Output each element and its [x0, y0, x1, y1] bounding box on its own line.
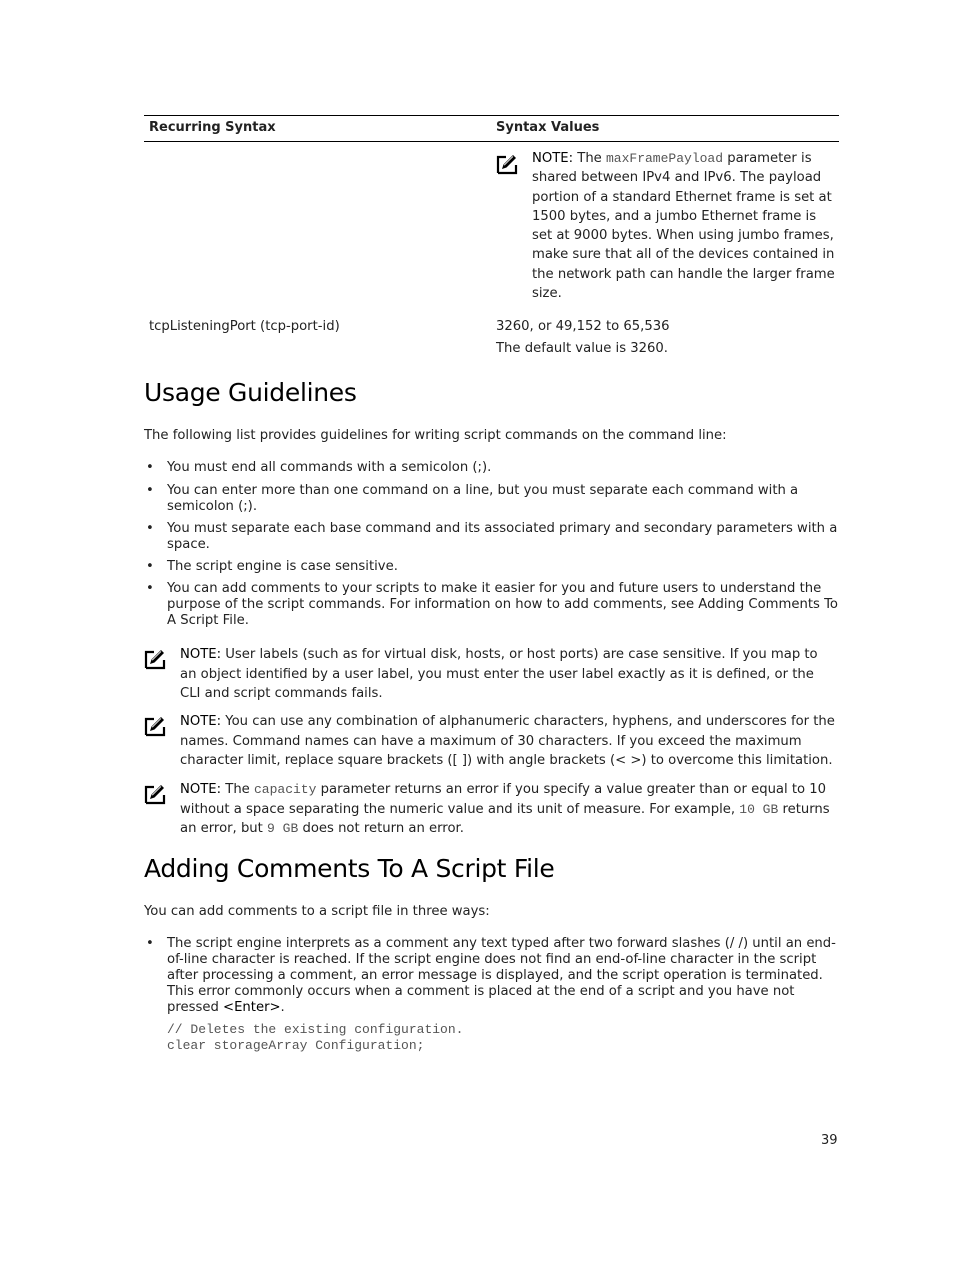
header-syntax-values: Syntax Values	[496, 120, 600, 135]
code-line-comment: // Deletes the existing configuration.	[167, 1022, 464, 1037]
frame-payload-note: NOTE: The maxFramePayload parameter is shared between IPv4 and IPv6. The payload portion of a standard Ethernet frame is set at 1500 bytes, and a jumbo Ethernet frame is set at 9000 bytes. When using jumbo frames, make sure that all of the devices contained in the network path can handle the larger frame size.	[532, 151, 835, 302]
code-line-command: clear storageArray Configuration;	[167, 1038, 425, 1053]
syntax-tcplisteningport: tcpListeningPort (tcp-port-id)	[149, 319, 340, 334]
value-port-range: 3260, or 49,152 to 65,536	[496, 319, 670, 334]
note-pencil-icon	[144, 783, 166, 805]
code-10gb: 10 GB	[739, 801, 779, 817]
note-user-labels: NOTE: User labels (such as for virtual disk, hosts, or host ports) are case sensitive. If you map to an object identified by a user label, you must enter the user label exactly as it is defined, or the CLI and script commands fails.	[180, 647, 818, 701]
heading-usage-guidelines: Usage Guidelines	[144, 378, 357, 407]
list-item: • The script engine interprets as a comment any text typed after two forward slashes (/ /) until an end-of-line character is reached. If the script engine does not find an end-of-line character in the script after processing a comment, an error message is displayed, and the script operation is terminated. This error commonly occurs when a comment is placed at the end of a script and you have not pressed <Enter>.	[144, 936, 839, 1016]
usage-intro: The following list provides guidelines for writing script commands on the command line:	[144, 428, 727, 443]
comments-intro: You can add comments to a script file in three ways:	[144, 904, 490, 919]
value-default: The default value is 3260.	[496, 341, 669, 356]
page-number: 39	[821, 1133, 838, 1148]
note-label: NOTE:	[532, 151, 574, 166]
note-label: NOTE:	[180, 647, 222, 662]
code-capacity: capacity	[254, 782, 317, 797]
note-command-names: NOTE: You can use any combination of alphanumeric characters, hyphens, and underscores for the names. Command names can have a maximum of 30 characters. If you exceed the maximum character limit, replace square brackets ([ ]) with angle brackets (< >) to overcome this limitation.	[180, 714, 835, 768]
usage-bullet-list	[144, 460, 839, 629]
code-maxframepayload: maxFramePayload	[606, 151, 724, 166]
list-item: • You can add comments to your scripts to make it easier for you and future users to understand the purpose of the script commands. For information on how to add comments, see Adding Comments To A Script File.	[144, 581, 839, 629]
code-example	[167, 1022, 463, 1054]
list-item: • You must end all commands with a semicolon (;).	[144, 460, 839, 476]
syntax-table	[144, 115, 839, 356]
list-item: • You can enter more than one command on a line, but you must separate each command with a semicolon (;).	[144, 483, 839, 515]
comments-bullet-list	[144, 936, 839, 1016]
note-pencil-icon	[144, 648, 166, 670]
enter-key-label: <Enter>	[223, 1000, 281, 1015]
note-pencil-icon	[496, 153, 518, 175]
heading-adding-comments: Adding Comments To A Script File	[144, 854, 555, 883]
table-header	[144, 115, 839, 142]
note-capacity-parameter: NOTE: The capacity parameter returns an error if you specify a value greater than or equal to 10 without a space separating the numeric value and its unit of measure. For example, 10 GB returns an error, but 9 GB does not return an error.	[180, 782, 830, 836]
list-item: • You must separate each base command and its associated primary and secondary parameters with a space.	[144, 521, 839, 553]
note-label: NOTE:	[180, 782, 222, 797]
list-item: • The script engine is case sensitive.	[144, 559, 839, 575]
code-9gb: 9 GB	[267, 821, 299, 836]
note-pencil-icon	[144, 715, 166, 737]
note-label: NOTE:	[180, 714, 222, 729]
header-recurring-syntax: Recurring Syntax	[149, 120, 276, 135]
